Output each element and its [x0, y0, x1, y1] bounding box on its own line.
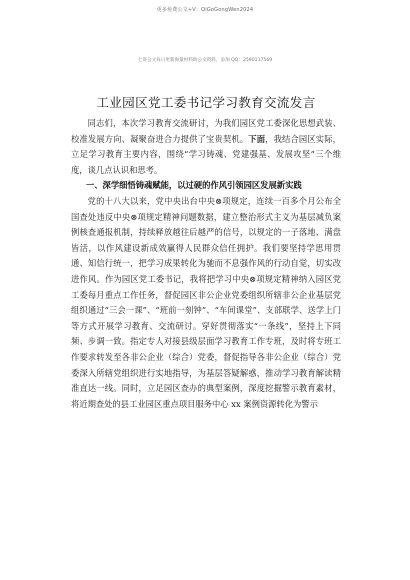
intro-text: ，我结合园区实际，立足学习教育主要内容，围绕“学习铸魂、党建强基、发展攻坚”三个维度，谈几点认识和思考。 [71, 133, 341, 175]
document-page [71, 92, 341, 412]
top-watermark: 更多免费公文+V：QiGoGongWen2024 [156, 7, 254, 13]
contact-watermark: 七哥公文每日更新海量材料助公文资料，添加 QQ：2590117569 [137, 58, 273, 63]
document-title: 工业园区党工委书记学习教育交流发言 [96, 95, 316, 110]
intro-paragraph [71, 116, 341, 178]
greeting-emphasis: 下面 [248, 133, 266, 144]
body-paragraph-1: 党的十八大以来，党中央出台中央⊗项规定，连续一百多个月公布全国查处违反中央⊗项规定精神问题数据，建立整治形式主义为基层减负案例核查通报机制，持续释放越往后越严的信号，以规定的一子落地、满盘皆活，以作风建设新成效赢得人民群众信任拥护。我们要坚持学思用贯通、知信行统一，把学习成果转化为驰而不息强作风的行动自觉，切实改进作风。作为园区党工委书记，我将把学习中央⊗项规定精神纳入园区党工委每月重点工作任务，督促园区非公企业党委组织所辖非公企业基层党组织通过“三会一课”、“班前一刻钟”、“车间课堂”、支部联学、送学上门等方式开展学习教育、交流研讨。穿好贯彻落实“一条线”，坚持上下同频、步调一致。指定专人对接县级层面学习教育工作专班，及时将专班工作要求转发至各非公企业（综合）党委，督促指导各非公企业（综合）党委深入所辖党组织进行实地指导，为基层答疑解惑，推动学习教育解读精准直达一线。同时，立足园区查办的典型案例，深度挖掘警示教育素材，将近期查处的县工业园区重点项目服务中心 xx 案例资源转化为警示 [71, 195, 341, 409]
section-heading-1: 一、深学细悟铸魂赋能，以过硬的作风引领园区发展新实践 [85, 180, 302, 191]
greeting-text: 同志们，本次学习教育交流研讨，为我们园区党工委深化思想武装、校准发展方向、凝聚奋进合力提供了宝贵契机。 [71, 118, 341, 144]
